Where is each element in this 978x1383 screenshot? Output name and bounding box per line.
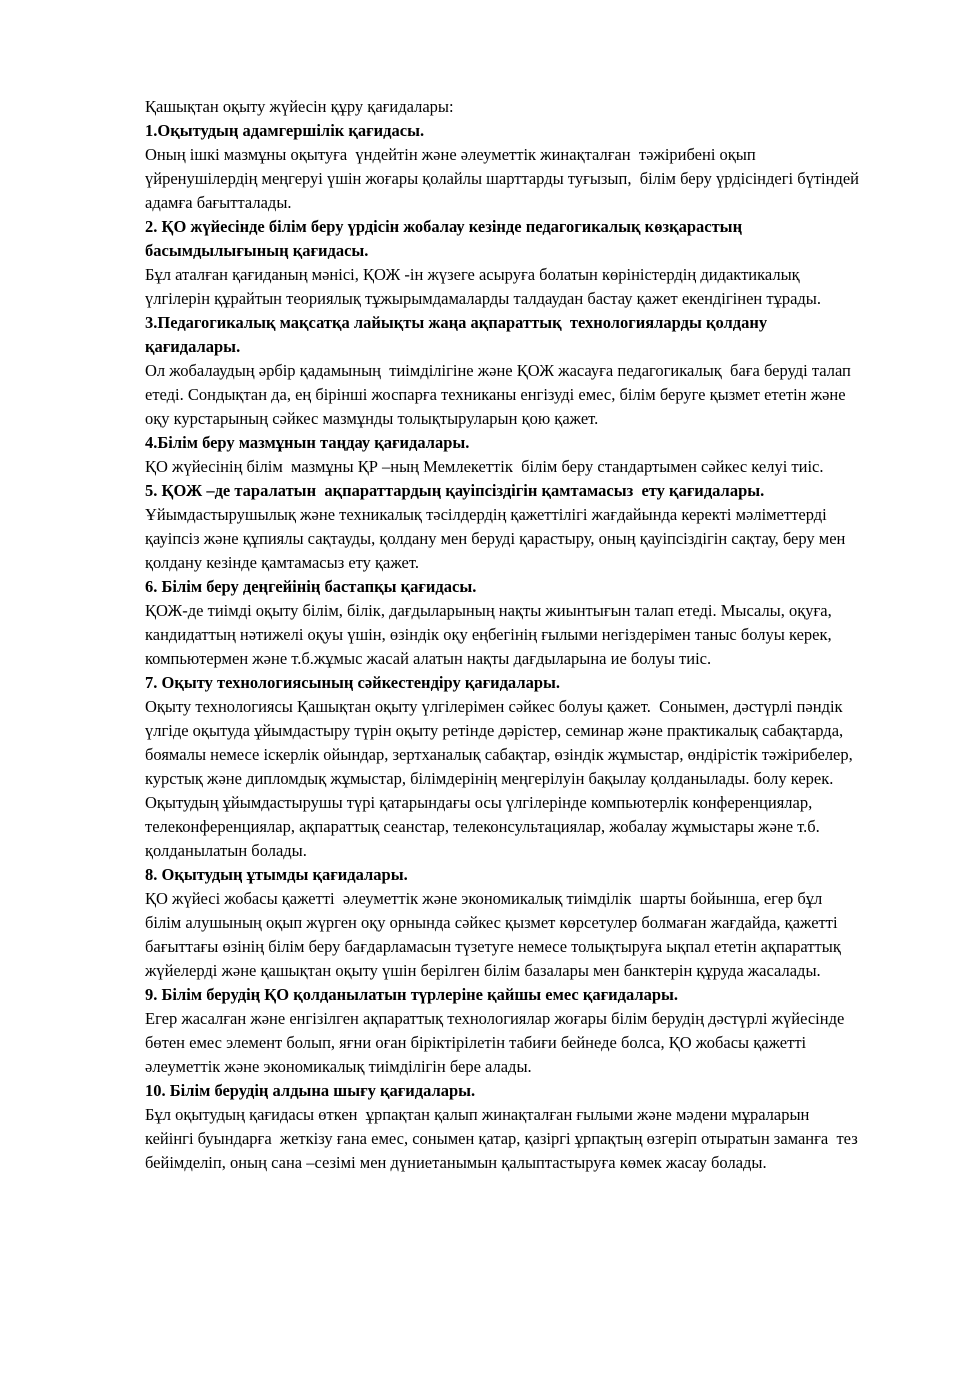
section-heading: 10. Білім берудің алдына шығу қағидалары. [145, 1081, 476, 1100]
section-body: ҚО жүйесі жобасы қажетті әлеуметтік және экономикалық тиімділік шарты бойынша, егер бұл білім алушының оқып жүрген оқу орнында сәйкес қызмет көрсетулер болмаған жағдайда, қажетті бағыттағы өзінің білім беру бағдарламасын түзетуге немесе толықтыруға ықпал ететін ақпараттық жүйелерді және қашықтан оқыту үшін берілген білім базалары мен банктерін құруда жасалады. [145, 889, 845, 980]
section-heading: 3.Педагогикалық мақсатқа лайықты жаңа ақпараттық технологияларды қолдану қағидалары. [145, 313, 772, 356]
section-body: Бұл оқытудың қағидасы өткен ұрпақтан қалып жинақталған ғылыми және мәдени мұраларын кейінгі буындарға жеткізу ғана емес, сонымен қатар, қазіргі ұрпақтың өзгеріп отыратын заманға тез бейімделіп, оның сана –сезімі мен дүниетанымын қалыптастыруға көмек жасау болады. [145, 1105, 862, 1172]
section-body: Оның ішкі мазмұны оқытуға үндейтін және әлеуметтік жинақталған тәжірибені оқып үйренушілердің меңгеруі үшін жоғары қолайлы шарттарды туғызып, білім беру үрдісіндегі бүтіндей адамға бағытталады. [145, 145, 864, 212]
section-heading: 6. Білім беру деңгейінің бастапқы қағидасы. [145, 577, 477, 596]
document-title: Қашықтан оқыту жүйесін құру қағидалары: [145, 97, 454, 116]
section-heading: 9. Білім берудің ҚО қолданылатын түрлеріне қайшы емес қағидалары. [145, 985, 679, 1004]
section-body: Ол жобалаудың әрбір қадамының тиімділігіне және ҚОЖ жасауға педагогикалық баға беруді талап етеді. Сондықтан да, ең бірінші жоспарға техниканы енгізуді емес, білім беруге қызмет ететін және оқу курстарының сәйкес мазмұнды толықтыруларын қою қажет. [145, 361, 856, 428]
section-heading: 4.Білім беру мазмұнын таңдау қағидалары. [145, 433, 470, 452]
section-heading: 1.Оқытудың адамгершілік қағидасы. [145, 121, 425, 140]
section-body: ҚО жүйесінің білім мазмұны ҚР –ның Мемлекеттік білім беру стандартымен сәйкес келуі тиіс. [145, 457, 824, 476]
section-body: Ұйымдастырушылық және техникалық тәсілдердің қажеттілігі жағдайында керекті мәліметтерді қауіпсіз және құпиялы сақтауды, қолдану мен беруді қарастыру, оның қауіпсіздігін сақтау, беру мен қолдану кезінде қамтамасыз ету қажет. [145, 505, 850, 572]
section-body: ҚОЖ-де тиімді оқыту білім, білік, дағдыларының нақты жиынтығын талап етеді. Мысалы, оқуға, кандидаттың нәтижелі оқуы үшін, өзіндік оқу еңбегінің ғылыми негіздерімен таныс болуы керек, компьютермен және т.б.жұмыс жасай алатын нақты дағдыларына ие болуы тиіс. [145, 601, 836, 668]
section-body: Бұл аталған қағиданың мәнісі, ҚОЖ -ін жүзеге асыруға болатын көріністердің дидактикалық үлгілерін құрайтын теориялық тұжырымдамаларды талдаудан бастау қажет екендігінен тұрады. [145, 265, 821, 308]
section-heading: 2. ҚО жүйесінде білім беру үрдісін жобалау кезінде педагогикалық көзқарастың басымдылығының қағидасы. [145, 217, 747, 260]
section-body: Егер жасалған және енгізілген ақпараттық технологиялар жоғары білім берудің дәстүрлі жүйесінде бөтен емес элемент болып, яғни оған біріктірілетін табиғи бейнеде болса, ҚО жобасы қажетті әлеуметтік және экономикалық тиімділігін бере алады. [145, 1009, 849, 1076]
section-body: Оқыту технологиясы Қашықтан оқыту үлгілерімен сәйкес болуы қажет. Сонымен, дәстүрлі пәндік үлгіде оқытуда ұйымдастыру түрін оқыту ретінде дәрістер, семинар және практикалық сабақтарда, боямалы немесе іскерлік ойындар, зертханалық сабақтар, өзіндік жұмыстар, өндірістік тәжірибелер, курстық және дипломдық жұмыстар, білімдерінің меңгерілуін бақылау қолданылады. болу керек. Оқытудың ұйымдастырушы түрі қатарындағы осы үлгілерінде компьютерлік конференциялар, телеконференциялар, ақпараттық сеанстар, телеконсультациялар, жобалау жұмыстары және т.б. қолданылатын болады. [145, 697, 862, 860]
section-heading: 7. Оқыту технологиясының сәйкестендіру қағидалары. [145, 673, 561, 692]
section-heading: 8. Оқытудың ұтымды қағидалары. [145, 865, 408, 884]
section-heading: 5. ҚОЖ –де таралатын ақпараттардың қауіпсіздігін қамтамасыз ету қағидалары. [145, 481, 765, 500]
